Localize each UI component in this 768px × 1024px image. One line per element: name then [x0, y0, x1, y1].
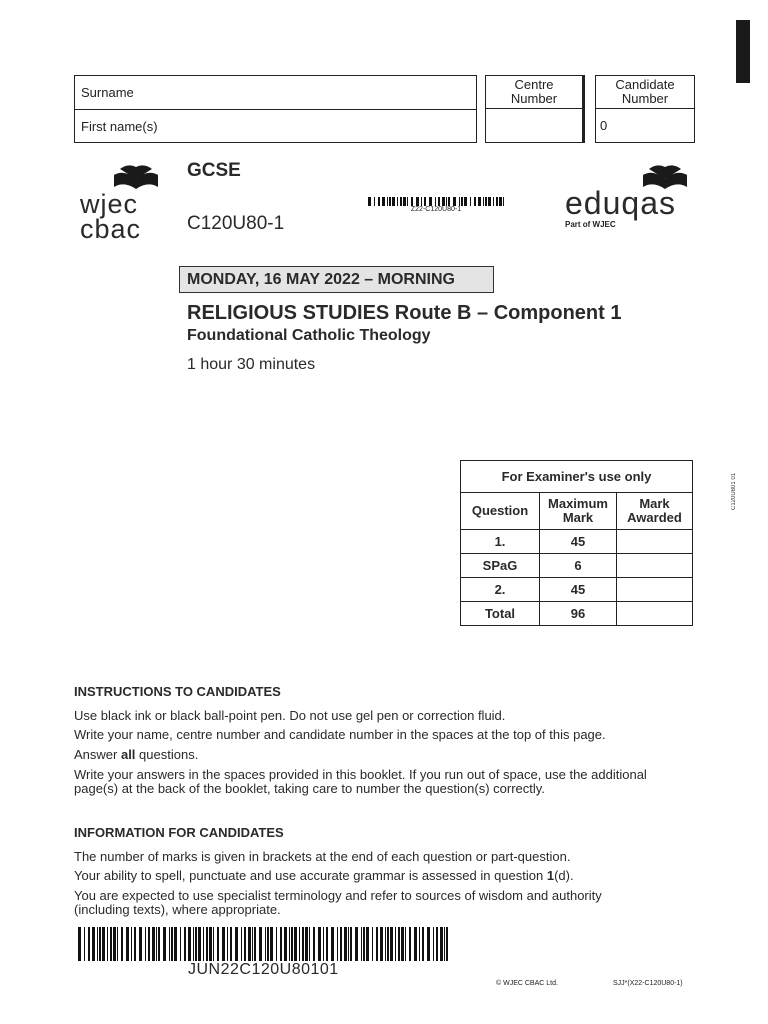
candidate-label-line1: Candidate	[615, 77, 675, 92]
eduqas-text: eduqas	[565, 185, 676, 221]
surname-field[interactable]	[75, 76, 476, 110]
row-awarded[interactable]	[617, 578, 693, 602]
instruction-1: Use black ink or black ball-point pen. Do not use gel pen or correction fluid.	[74, 708, 506, 723]
examiner-table	[460, 460, 693, 626]
exam-duration: 1 hour 30 minutes	[187, 356, 316, 373]
small-barcode-text: Z22-C120U80-1	[410, 206, 462, 213]
table-row	[461, 602, 693, 626]
exam-title: RELIGIOUS STUDIES Route B – Component 1	[187, 302, 622, 324]
row-awarded[interactable]	[617, 554, 693, 578]
table-row	[461, 530, 693, 554]
main-barcode	[78, 927, 450, 961]
row-max: 45	[540, 530, 617, 554]
instructions-heading: INSTRUCTIONS TO CANDIDATES	[74, 684, 281, 699]
instruction-3-a: Answer	[74, 747, 121, 762]
small-barcode	[368, 197, 504, 206]
instruction-3-c: questions.	[135, 747, 199, 762]
col-max-line1: Maximum	[548, 496, 608, 511]
book-icon	[112, 165, 160, 189]
exam-date: MONDAY, 16 MAY 2022 – MORNING	[179, 266, 494, 293]
row-question: Total	[461, 602, 540, 626]
table-row	[461, 578, 693, 602]
row-question: SPaG	[461, 554, 540, 578]
row-question: 2.	[461, 578, 540, 602]
instruction-3-bold: all	[120, 747, 136, 762]
information-2	[74, 869, 674, 883]
first-name-field[interactable]	[75, 110, 476, 143]
table-row	[461, 554, 693, 578]
row-max: 6	[540, 554, 617, 578]
copyright: © WJEC CBAC Ltd.	[496, 980, 558, 987]
row-max: 45	[540, 578, 617, 602]
eduqas-logo	[565, 165, 690, 230]
main-barcode-text: JUN22C120U80101	[188, 961, 339, 978]
side-marker-bar	[736, 20, 750, 83]
candidate-name-box	[74, 75, 477, 143]
centre-number-box	[485, 75, 585, 143]
col-awarded-line1: Mark	[639, 496, 670, 511]
col-awarded-header	[617, 493, 693, 530]
side-code-line1: C120U801	[731, 481, 737, 510]
wjec-text: wjec	[80, 189, 139, 219]
information-3: You are expected to use specialist terminology and refer to sources of wisdom and authority (including texts), where appropriate.	[74, 888, 602, 917]
col-question-header: Question	[461, 493, 540, 530]
col-max-header	[540, 493, 617, 530]
side-code-line2: 01	[731, 472, 737, 480]
information-2-a: Your ability to spell, punctuate and use accurate grammar is assessed in question	[74, 868, 547, 883]
row-awarded[interactable]	[617, 602, 693, 626]
col-awarded-line2: Awarded	[627, 510, 682, 525]
centre-number-field[interactable]	[486, 109, 582, 142]
paper-reference: SJJ*(X22-C120U80-1)	[613, 980, 683, 987]
information-heading: INFORMATION FOR CANDIDATES	[74, 825, 284, 840]
side-code	[731, 470, 751, 510]
col-max-line2: Mark	[562, 510, 594, 525]
candidate-number-header	[596, 76, 694, 109]
eduqas-subtext: Part of WJEC	[565, 220, 616, 229]
centre-label-line2: Number	[510, 91, 558, 106]
information-2-c: (d).	[554, 868, 574, 883]
examiner-table-caption: For Examiner's use only	[461, 461, 693, 493]
row-max: 96	[540, 602, 617, 626]
candidate-number-box	[595, 75, 695, 143]
instruction-2: Write your name, centre number and candidate number in the spaces at the top of this page.	[74, 727, 606, 742]
row-awarded[interactable]	[617, 530, 693, 554]
instruction-3	[74, 748, 674, 762]
candidate-label-line2: Number	[621, 91, 669, 106]
information-1: The number of marks is given in brackets at the end of each question or part-question.	[74, 849, 571, 864]
instruction-4: Write your answers in the spaces provided in this booklet. If you run out of space, use the additional page(s) at the back of the booklet, taking care to number the question(s) correctly.	[74, 767, 647, 796]
first-name-label: First name(s)	[81, 119, 158, 134]
surname-label: Surname	[81, 85, 134, 100]
candidate-number-field[interactable]: 0	[600, 118, 608, 133]
qualification-level: GCSE	[187, 160, 241, 181]
row-question: 1.	[461, 530, 540, 554]
cbac-text: cbac	[80, 214, 142, 244]
paper-code: C120U80-1	[187, 213, 285, 234]
information-2-bold: 1	[546, 868, 555, 883]
centre-number-header	[486, 76, 582, 109]
wjec-cbac-logo	[80, 165, 160, 245]
exam-subtitle: Foundational Catholic Theology	[187, 327, 431, 344]
centre-label-line1: Centre	[514, 77, 554, 92]
